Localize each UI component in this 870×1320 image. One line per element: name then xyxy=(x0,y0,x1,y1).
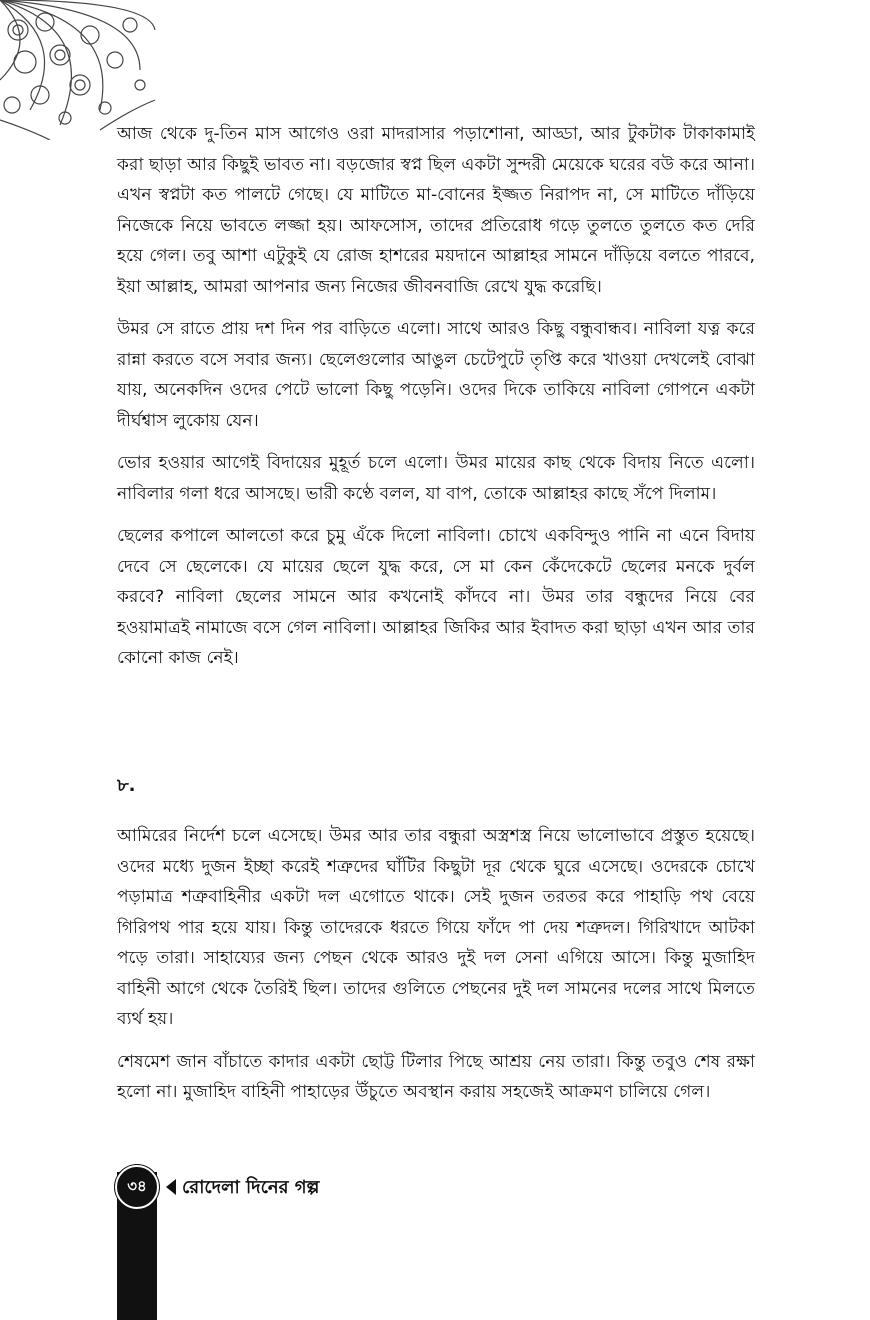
book-title: রোদেলা দিনের গল্প xyxy=(182,1177,320,1198)
text-block-part1 xyxy=(117,119,755,686)
arrow-left-icon xyxy=(166,1179,176,1195)
paragraph: ছেলের কপালে আলতো করে চুমু এঁকে দিলো নাবিলা। চোখে একবিন্দুও পানি না এনে বিদায় দেবে সে ছেলেকে। যে মায়ের ছেলে যুদ্ধ করে, সে মা কেন কেঁদেকেটে ছেলের মনকে দুর্বল করবে? নাবিলা ছেলের সামনে আর কখনোই কাঁদবে না। উমর তার বন্ধুদের নিয়ে বের হওয়ামাত্রই নামাজে বসে গেল নাবিলা। আল্লাহর জিকির আর ইবাদত করা ছাড়া এখন আর তার কোনো কাজ নেই। xyxy=(117,526,755,668)
text-block-part2 xyxy=(117,821,755,1120)
page-number: ৩৪ xyxy=(127,1176,147,1195)
paragraph: উমর সে রাতে প্রায় দশ দিন পর বাড়িতে এলো। সাথে আরও কিছু বন্ধুবান্ধব। নাবিলা যত্ন করে রান্না করতে বসে সবার জন্য। ছেলেগুলোর আঙুল চেটেপুটে তৃপ্তি করে খাওয়া দেখলেই বোঝা যায়, অনেকদিন ওদের পেটে ভালো কিছু পড়েনি। ওদের দিকে তাকিয়ে নাবিলা গোপনে একটা দীর্ঘশ্বাস লুকোয় যেন। xyxy=(117,319,755,431)
paragraph: শেষমেশ জান বাঁচাতে কাদার একটা ছোট্ট টিলার পিছে আশ্রয় নেয় তারা। কিন্তু তবুও শেষ রক্ষা হলো না। মুজাহিদ বাহিনী পাহাড়ের উঁচুতে অবস্থান করায় সহজেই আক্রমণ চালিয়ে গেল। xyxy=(117,1051,755,1102)
section-number: ৮. xyxy=(117,775,136,796)
page-number-badge xyxy=(115,1165,159,1209)
paragraph: আজ থেকে দু-তিন মাস আগেও ওরা মাদরাসার পড়াশোনা, আড্ডা, আর টুকটাক টাকাকামাই করা ছাড়া আর কিছুই ভাবত না। বড়জোর স্বপ্ন ছিল একটা সুন্দরী মেয়েকে ঘরের বউ করে আনা। এখন স্বপ্নটা কত পালটে গেছে। যে মাটিতে মা-বোনের ইজ্জত নিরাপদ না, সে মাটিতে দাঁড়িয়ে নিজেকে নিয়ে ভাবতে লজ্জা হয়। আফসোস, তাদের প্রতিরোধ গড়ে তুলতে তুলতে কত দেরি হয়ে গেল। তবু আশা এটুকুই যে রোজ হাশরের ময়দানে আল্লাহর সামনে দাঁড়িয়ে বলতে পারবে, ইয়া আল্লাহ, আমরা আপনার জন্য নিজের জীবনবাজি রেখে যুদ্ধ করেছি। xyxy=(117,124,755,297)
paragraph: ভোর হওয়ার আগেই বিদায়ের মুহূর্ত চলে এলো। উমর মায়ের কাছ থেকে বিদায় নিতে এলো। নাবিলার গলা ধরে আসছে। ভারী কণ্ঠে বলল, যা বাপ, তোকে আল্লাহর কাছে সঁপে দিলাম। xyxy=(117,453,755,504)
paragraph: আমিরের নির্দেশ চলে এসেছে। উমর আর তার বন্ধুরা অস্ত্রশস্ত্র নিয়ে ভালোভাবে প্রস্তুত হয়েছে। ওদের মধ্যে দুজন ইচ্ছা করেই শত্রুদের ঘাঁটির কিছুটা দূর থেকে ঘুরে এসেছে। ওদেরকে চোখে পড়ামাত্র শত্রুবাহিনীর একটা দল এগোতে থাকে। সেই দুজন তরতর করে পাহাড়ি পথ বেয়ে গিরিপথ পার হয়ে যায়। কিন্তু তাদেরকে ধরতে গিয়ে ফাঁদে পা দেয় শত্রুদল। গিরিখাদে আটকা পড়ে তারা। সাহায্যের জন্য পেছন থেকে আরও দুই দল সেনা এগিয়ে আসে। কিন্তু মুজাহিদ বাহিনী আগে থেকে তৈরিই ছিল। তাদের গুলিতে পেছনের দুই দল সামনের দলের সাথে মিলতে ব্যর্থ হয়। xyxy=(117,826,755,1029)
